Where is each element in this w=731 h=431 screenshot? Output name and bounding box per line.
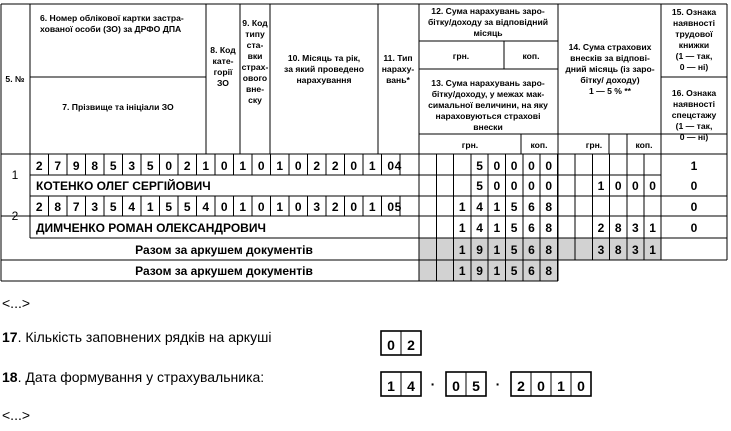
card-digit: 0 (257, 159, 265, 173)
col9-header: ового (242, 73, 268, 83)
col12-digit: 1 (458, 200, 466, 214)
grn-label-13: грн. (461, 140, 479, 150)
field18-year-digit: 1 (557, 378, 565, 394)
kop-label-14: коп. (635, 140, 653, 150)
accrual-type: 5 (394, 200, 402, 214)
col5-header: 5. № (5, 74, 25, 84)
col13-digit: 5 (510, 221, 518, 235)
card-digit: 3 (313, 200, 321, 214)
card-digit: 0 (294, 159, 302, 173)
col9-header: вки (247, 51, 263, 61)
col12-digit: 0 (545, 159, 553, 173)
col16-header: 16. Ознака (671, 88, 717, 98)
col11-header: 11. Тип (383, 53, 413, 63)
total-label: Разом за аркушем документів (135, 264, 313, 278)
col12-header: місяць (473, 28, 503, 38)
card-digit: 5 (109, 159, 117, 173)
field18-text: . Дата формування у страхувальника: (17, 369, 265, 385)
card-digit: 1 (239, 159, 247, 173)
card-digit: 3 (128, 159, 136, 173)
col12-digit: 8 (545, 200, 553, 214)
card-digit: 5 (146, 159, 154, 173)
card-digit: 0 (350, 159, 358, 173)
row-number: 1 (11, 168, 19, 182)
col16-header: (1 — так, (675, 121, 713, 131)
col12-digit: 0 (510, 159, 518, 173)
col13-header: нараховуються страхові (435, 111, 541, 121)
col8-header: 8. Код (210, 45, 236, 55)
col14-digit: 1 (649, 221, 656, 235)
total-col13-digit: 1 (493, 264, 501, 278)
field18-day-digit: 4 (407, 378, 415, 394)
card-digit: 2 (35, 200, 43, 214)
col12-digit: 0 (493, 159, 501, 173)
grn-label-14: грн. (585, 140, 603, 150)
card-digit: 3 (91, 200, 99, 214)
card-digit: 0 (350, 200, 358, 214)
col6-header: хованої особи (ЗО) за ДРФО ДПА (40, 24, 182, 34)
card-digit: 0 (220, 200, 228, 214)
total-col13-digit: 8 (545, 243, 553, 257)
col15-value: 0 (690, 200, 698, 214)
field17-digit: 2 (407, 337, 415, 353)
total-col14-digit: 1 (649, 243, 656, 257)
kop-label-13: коп. (530, 140, 548, 150)
card-digit: 8 (54, 200, 62, 214)
col13-header: симальної величини, на яку (428, 100, 548, 110)
col13-header: бітку/доходу, у межах мак- (431, 89, 545, 99)
card-digit: 5 (183, 200, 191, 214)
card-digit: 0 (165, 159, 173, 173)
total-col13-digit: 8 (545, 264, 553, 278)
total-col13-digit: 1 (493, 243, 501, 257)
ellipsis-top: <...> (2, 295, 31, 311)
col8-header: горії (213, 67, 233, 77)
col15-header: наявності (673, 18, 715, 28)
col13-digit: 1 (458, 221, 466, 235)
col7-header: 7. Прізвище та ініціали ЗО (62, 102, 174, 112)
col14-header: дний місяць (із заро- (565, 64, 655, 74)
col15-value: 1 (690, 159, 698, 173)
field17-text: . Кількість заповнених рядків на аркуші (17, 329, 272, 345)
card-digit: 7 (72, 200, 80, 214)
card-digit: 5 (109, 200, 117, 214)
card-digit: 0 (220, 159, 228, 173)
col13-digit: 4 (476, 221, 483, 235)
col15-header: 15. Ознака (671, 7, 717, 17)
card-digit: 1 (368, 159, 376, 173)
col12-digit: 4 (476, 200, 483, 214)
col13-digit: 0 (545, 179, 553, 193)
col9-header: страх- (241, 62, 269, 72)
col14-digit: 0 (632, 179, 639, 193)
insured-person-name: ДИМЧЕНКО РОМАН ОЛЕКСАНДРОВИЧ (36, 221, 266, 235)
col16-value: 0 (690, 221, 698, 235)
col13-digit: 0 (493, 179, 501, 193)
col13-digit: 0 (510, 179, 518, 193)
total-col13-digit: 1 (458, 264, 466, 278)
col13-header: внески (473, 122, 503, 132)
col11-header: нараху- (381, 64, 415, 74)
total-label: Разом за аркушем документів (135, 243, 313, 257)
total-col13-digit: 6 (528, 243, 535, 257)
card-digit: 2 (331, 200, 339, 214)
total-col13-digit: 5 (510, 243, 518, 257)
col12-digit: 5 (510, 200, 518, 214)
col14-header: бітку/ доходу) (580, 75, 640, 85)
col15-header: 0 — ні) (679, 62, 709, 72)
col10-header: нарахування (296, 75, 352, 85)
col14-digit: 1 (597, 179, 605, 193)
card-digit: 5 (165, 200, 173, 214)
col15-header: книжки (678, 40, 710, 50)
field18-month-digit: 5 (472, 378, 480, 394)
card-digit: 1 (239, 200, 247, 214)
card-digit: 0 (294, 200, 302, 214)
col14-digit: 3 (632, 221, 639, 235)
field18-month-digit: 0 (452, 378, 460, 394)
card-digit: 1 (276, 200, 284, 214)
col6-header: 6. Номер облікової картки застра- (40, 13, 184, 23)
card-digit: 1 (202, 159, 210, 173)
field18-year-digit: 2 (517, 378, 525, 394)
col14-header: 1 — 5 % ** (588, 86, 632, 96)
col12-digit: 6 (528, 200, 535, 214)
col16-header: спецстажу (671, 110, 717, 120)
col10-header: 10. Місяць та рік, (287, 53, 361, 63)
card-digit: 2 (331, 159, 339, 173)
col12-header: 12. Сума нарахувань заро- (431, 6, 545, 16)
card-digit: 9 (72, 159, 80, 173)
col13-digit: 8 (545, 221, 553, 235)
field18-number: 18 (2, 369, 18, 385)
col14-digit: 0 (614, 179, 622, 193)
card-digit: 2 (35, 159, 43, 173)
col14-header: 14. Сума страхових (568, 42, 652, 52)
col16-header: 0 — ні) (679, 132, 709, 142)
card-digit: 0 (257, 200, 265, 214)
card-digit: 1 (146, 200, 154, 214)
col12-header: бітку/доходу за відповідний (427, 17, 549, 27)
grn-label: грн. (452, 51, 470, 61)
col12-digit: 5 (476, 159, 483, 173)
total-col13-digit: 6 (528, 264, 535, 278)
col14-digit: 8 (614, 221, 622, 235)
insured-person-name: КОТЕНКО ОЛЕГ СЕРГІЙОВИЧ (36, 179, 211, 193)
total-col13-digit: 9 (476, 243, 483, 257)
col13-header: 13. Сума нарахувань заро- (431, 78, 545, 88)
col15-header: (1 — так, (675, 51, 713, 61)
field18-year-digit: 0 (537, 378, 545, 394)
field18-year-digit: 0 (577, 378, 585, 394)
total-col14-digit: 8 (614, 243, 622, 257)
col9-header: 9. Код (242, 18, 268, 28)
col9-header: вне- (245, 84, 265, 94)
col14-digit: 0 (649, 179, 656, 193)
total-col13-digit: 5 (510, 264, 518, 278)
card-digit: 0 (387, 200, 395, 214)
card-digit: 2 (313, 159, 321, 173)
total-col13-digit: 1 (458, 243, 466, 257)
col15-header: трудової (675, 29, 713, 39)
total-col13-digit: 9 (476, 264, 483, 278)
col11-header: вань* (386, 75, 410, 85)
field17-number: 17 (2, 329, 18, 345)
row-number: 2 (11, 209, 19, 223)
col12-digit: 0 (528, 159, 535, 173)
col16-header: наявності (673, 99, 715, 109)
card-digit: 1 (368, 200, 376, 214)
col13-digit: 1 (493, 221, 501, 235)
col9-header: ста- (246, 40, 264, 50)
col12-digit: 1 (493, 200, 501, 214)
ellipsis-bottom: <...> (2, 407, 31, 423)
card-digit: 8 (91, 159, 99, 173)
col14-digit: 2 (597, 221, 605, 235)
col9-header: типу (245, 29, 265, 39)
col13-digit: 0 (528, 179, 535, 193)
col10-header: за який проведено (284, 64, 364, 74)
card-digit: 4 (202, 200, 210, 214)
field18-label (2, 369, 264, 385)
field17-label (2, 329, 271, 345)
card-digit: 7 (54, 159, 62, 173)
total-col14-digit: 3 (597, 243, 605, 257)
kop-label: коп. (522, 51, 540, 61)
card-digit: 4 (128, 200, 136, 214)
field18-day-digit: 1 (387, 378, 395, 394)
card-digit: 1 (276, 159, 284, 173)
total-col14-digit: 3 (632, 243, 639, 257)
card-digit: 2 (183, 159, 191, 173)
date-separator: · (495, 376, 501, 392)
col9-header: ску (248, 95, 262, 105)
col16-value: 0 (690, 179, 698, 193)
accrual-type: 4 (394, 159, 402, 173)
card-digit: 0 (387, 159, 395, 173)
date-separator: · (430, 376, 436, 392)
col8-header: ЗО (217, 78, 229, 88)
col13-digit: 6 (528, 221, 535, 235)
col13-digit: 5 (476, 179, 483, 193)
field17-digit: 0 (387, 337, 395, 353)
col14-header: внесків за відпові- (570, 53, 650, 63)
col8-header: кате- (212, 56, 234, 66)
